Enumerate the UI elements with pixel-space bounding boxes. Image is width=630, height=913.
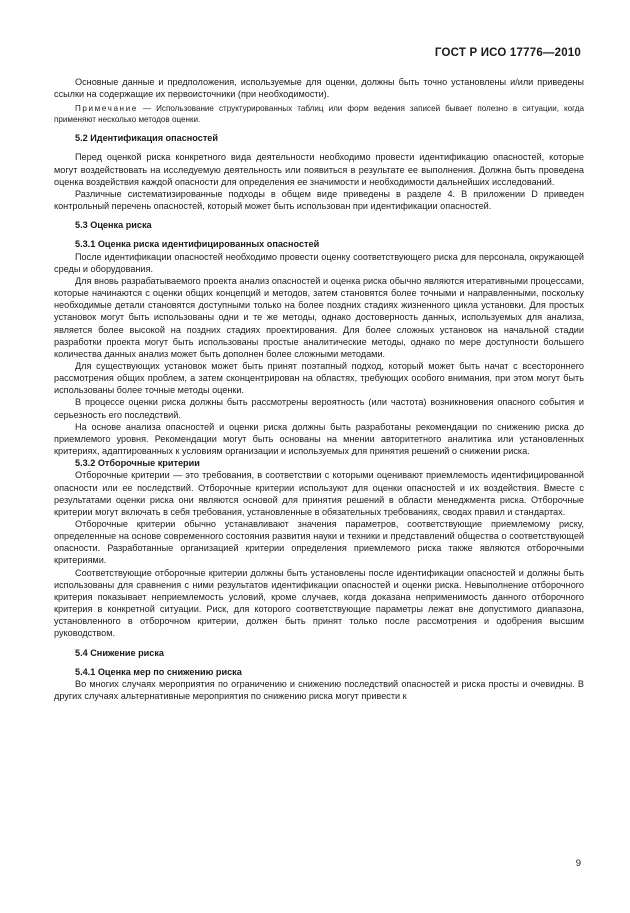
heading-5-4-1: 5.4.1 Оценка мер по снижению риска <box>75 666 242 677</box>
note-paragraph <box>54 103 584 125</box>
heading-5-2: 5.2 Идентификация опасностей <box>75 133 218 144</box>
document-code-header: ГОСТ Р ИСО 17776—2010 <box>434 47 581 59</box>
paragraph-5-3-1-d: В процессе оценки риска должны быть рассмотрены вероятность (или частота) возникновения опасного события и серьезность его последствий. <box>54 397 584 420</box>
paragraph-5-3-2-c: Соответствующие отборочные критерии должны быть установлены после идентификации опасностей и должны быть использованы для сравнения с ними результатов идентификации опасностей и оценки риска. Невыполнение отборочного критерия показывает неприемлемость условий, кроме случаев, когда доказана неприменимость данного отборочного критерия в конкретной ситуации. Риск, для которого соответствующие параметры лежат вне допустимого диапазона, установленного в отборочном критерии, должен быть принят только после рассмотрения и одобрения высшим руководством. <box>54 567 584 639</box>
heading-5-4: 5.4 Снижение риска <box>75 647 164 658</box>
heading-5-3-1: 5.3.1 Оценка риска идентифицированных опасностей <box>75 239 320 250</box>
note-text: — Использование структурированных таблиц или форм ведения записей бывает полезно в ситуации, когда применяют несколько методов оценки. <box>54 104 584 125</box>
paragraph-5-3-1-b: Для вновь разрабатываемого проекта анализ опасностей и оценка риска обычно являются итеративными процессами, которые начинаются с оценки общих концепций и методов, затем становятся более точными и направленными, поскольку необходимые детали становятся доступными только на более поздних стадиях жизненного цикла установки. Для простых установок могут быть использованы одни и те же методы, однако достоверность данных, используемых для анализа, является более высокой на поздних стадиях проектирования. Для более сложных установок на начальной стадии разработки проекта могут быть использованы простые аналитические методы, однако по мере доступности большего количества данных анализ может быть дополнен более сложными методами. <box>54 275 584 359</box>
intro-paragraph: Основные данные и предположения, используемые для оценки, должны быть точно установлены и/или приведены ссылки на содержащие их первоисточники (при необходимости). <box>54 77 584 100</box>
paragraph-5-3-1-a: После идентификации опасностей необходимо провести оценку соответствующего риска для персонала, окружающей среды и оборудования. <box>54 251 584 274</box>
paragraph-5-4-1-a: Во многих случаях мероприятия по ограничению и снижению последствий опасностей и риска просты и очевидны. В других случаях альтернативные мероприятия по снижению риска могут привести к <box>54 678 584 702</box>
page-content <box>54 76 584 702</box>
paragraph-5-3-1-e: На основе анализа опасностей и оценки риска должны быть разработаны рекомендации по снижению риска до приемлемого уровня. Рекомендации могут быть основаны на мнении авторитетного аналитика или установленных критериях, адаптированных к условиям организации и используемых для принятия решений о снижении риска. <box>54 421 584 457</box>
page-number: 9 <box>575 858 581 869</box>
heading-5-3-2: 5.3.2 Отборочные критерии <box>75 458 200 469</box>
paragraph-5-2-b: Различные систематизированные подходы в общем виде приведены в разделе 4. В приложении D приведен контрольный перечень опасностей, который может быть использован при идентификации опасностей. <box>54 188 584 212</box>
heading-5-3: 5.3 Оценка риска <box>75 220 152 231</box>
paragraph-5-3-2-a: Отборочные критерии — это требования, в соответствии с которыми оценивают приемлемость идентифицированной опасности или ее последствий. Отборочные критерии используют для оценки опасностей и их воздействия. Вместе с результатами оценки риска они являются основой для принятия решений в области менеджмента риска. Отборочные критерии могут включать в себя требования, установленные в обязательных требованиях, сводах правил и стандартах. <box>54 470 584 517</box>
paragraph-5-2-a: Перед оценкой риска конкретного вида деятельности необходимо провести идентификацию опасностей, которые могут воздействовать на исследуемую деятельность или появиться в результате ее выполнения. Должна быть проведена оценка воздействия каждой опасности для определения ее значимости и необходимости дальнейших исследований. <box>54 152 584 187</box>
note-label: Примечание <box>75 104 138 114</box>
paragraph-5-3-2-b: Отборочные критерии обычно устанавливают значения параметров, соответствующие приемлемому риску, определенные на основе современного состояния развития науки и техники и представлений общества о соответствующей опасности. Разработанные организацией критерии определения приемлемого риска также являются отборочными критериями. <box>54 519 584 566</box>
paragraph-5-3-1-c: Для существующих установок может быть принят поэтапный подход, который может быть начат с всестороннего рассмотрения общих проблем, а затем сконцентрирован на областях, требующих особого внимания, при этом могут быть использованы более точные методы оценки. <box>54 360 584 396</box>
